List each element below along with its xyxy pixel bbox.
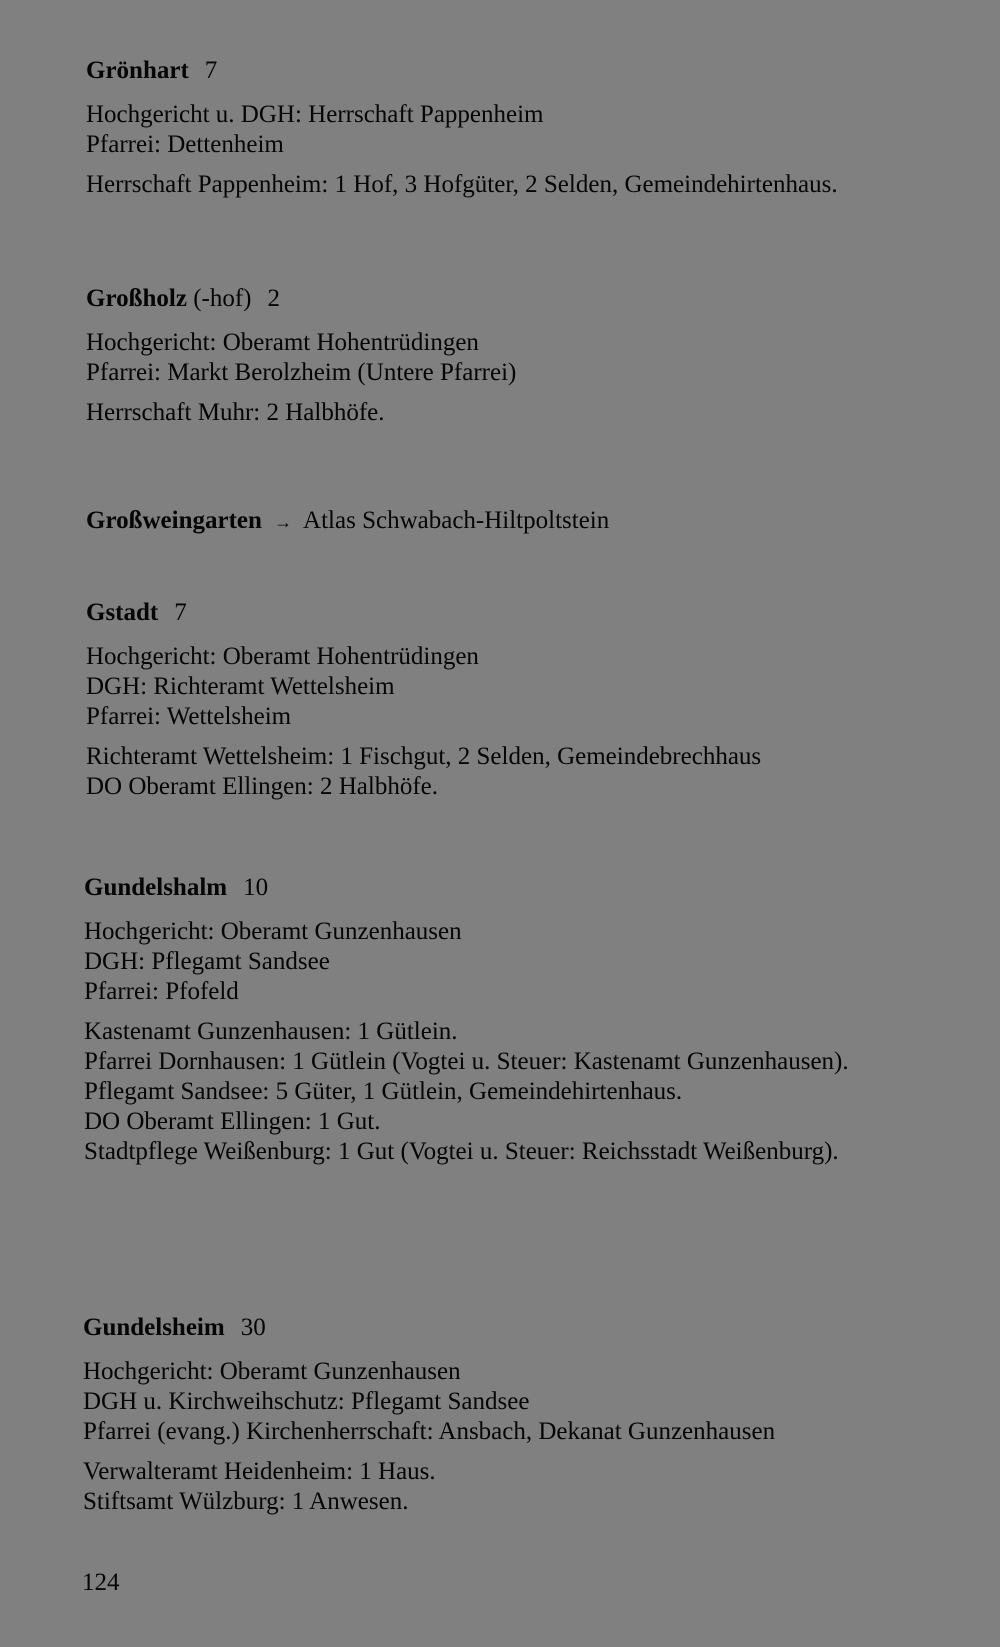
jurisdiction-line: Hochgericht: Oberamt Gunzenhausen <box>84 918 462 945</box>
holding-line: Stiftsamt Wülzburg: 1 Anwesen. <box>83 1488 409 1515</box>
jurisdiction-line: DGH u. Kirchweihschutz: Pflegamt Sandsee <box>83 1388 530 1415</box>
arrow-icon: → <box>274 512 293 532</box>
jurisdiction-line: Hochgericht: Oberamt Hohentrüdingen <box>86 329 479 356</box>
parish-line: Pfarrei: Markt Berolzheim (Untere Pfarrei) <box>86 359 517 386</box>
parish-line: Pfarrei: Pfofeld <box>84 978 239 1005</box>
holding-line <box>86 170 970 200</box>
count: 7 <box>204 57 218 84</box>
parish-line: Pfarrei: Dettenheim <box>86 131 284 158</box>
holding-line: Stadtpflege Weißenburg: 1 Gut (Vogtei u. Steuer: Reichsstadt Weißenburg). <box>84 1138 839 1165</box>
holding-line: Kastenamt Gunzenhausen: 1 Gütlein. <box>84 1018 458 1045</box>
holding-text: Herrschaft Pappenheim: 1 Hof, 3 Hofgüter, 2 Selden, Gemeindehirtenhaus. <box>86 171 838 198</box>
entry-title <box>83 1313 970 1343</box>
count: 30 <box>240 1314 266 1341</box>
place-name: Großholz <box>86 285 187 312</box>
place-name: Grönhart <box>86 57 189 84</box>
count: 10 <box>243 874 269 901</box>
entry-title <box>86 506 970 537</box>
holding-line: DO Oberamt Ellingen: 2 Halbhöfe. <box>86 773 438 800</box>
place-name: Gundelsheim <box>83 1314 225 1341</box>
entry-title <box>86 284 970 314</box>
entry-title <box>84 873 970 903</box>
parish-line: Pfarrei (evang.) Kirchenherrschaft: Ansbach, Dekanat Gunzenhausen <box>83 1418 776 1445</box>
entry-title <box>86 56 970 86</box>
entry-gstadt <box>86 598 970 802</box>
place-name: Gstadt <box>86 599 159 626</box>
jurisdiction-line: Hochgericht: Oberamt Hohentrüdingen <box>86 643 479 670</box>
entry-grossweingarten <box>86 506 970 537</box>
cross-reference: Atlas Schwabach-Hiltpoltstein <box>303 507 610 534</box>
entry-groenhart <box>86 56 970 200</box>
entry-gundelsheim <box>83 1313 970 1517</box>
entry-title <box>86 598 970 628</box>
jurisdiction-line: Hochgericht: Oberamt Gunzenhausen <box>83 1358 461 1385</box>
holding-line: Verwalteramt Heidenheim: 1 Haus. <box>83 1458 436 1485</box>
count: 2 <box>267 285 281 312</box>
entry-grossholz <box>86 284 970 428</box>
count: 7 <box>174 599 187 626</box>
page-number: 124 <box>82 1569 120 1596</box>
holding-line: Richteramt Wettelsheim: 1 Fischgut, 2 Selden, Gemeindebrechhaus <box>86 743 762 770</box>
name-suffix: (-hof) <box>193 285 252 312</box>
parish-line: Pfarrei: Wettelsheim <box>86 703 292 730</box>
entry-gundelshalm <box>84 873 970 1167</box>
place-name: Gundelshalm <box>84 874 228 901</box>
holding-line: Herrschaft Muhr: 2 Halbhöfe. <box>86 399 385 426</box>
jurisdiction-line: Hochgericht u. DGH: Herrschaft Pappenheim <box>86 101 544 128</box>
holding-line: DO Oberamt Ellingen: 1 Gut. <box>84 1108 381 1135</box>
holding-line: Pflegamt Sandsee: 5 Güter, 1 Gütlein, Gemeindehirtenhaus. <box>84 1078 683 1105</box>
jurisdiction-line: DGH: Pflegamt Sandsee <box>84 948 330 975</box>
holding-line: Pfarrei Dornhausen: 1 Gütlein (Vogtei u. Steuer: Kastenamt Gunzenhausen). <box>84 1048 849 1075</box>
jurisdiction-line: DGH: Richteramt Wettelsheim <box>86 673 395 700</box>
place-name: Großweingarten <box>86 507 262 534</box>
